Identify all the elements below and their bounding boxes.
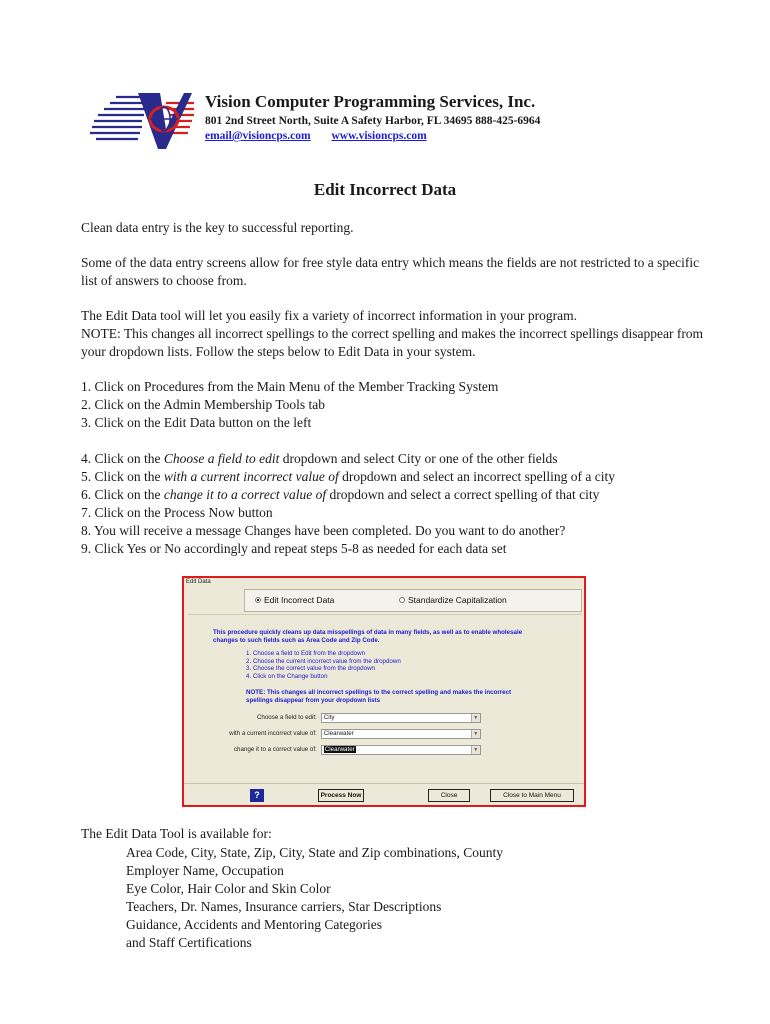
- vision-logo-icon: [88, 89, 196, 151]
- free-style-paragraph: Some of the data entry screens allow for free style data entry which means the fields are not restricted to a specific list of answers to choose from.: [81, 255, 700, 288]
- process-now-button[interactable]: Process Now: [318, 789, 364, 802]
- current-value-row: [208, 729, 584, 740]
- steps-list-edit: [81, 450, 721, 558]
- step-item: 2. Click on the Admin Membership Tools tab: [81, 397, 326, 412]
- list-item: Eye Color, Hair Color and Skin Color: [126, 881, 331, 896]
- close-button[interactable]: Close: [428, 789, 470, 802]
- list-item: Area Code, City, State, Zip, City, State and Zip combinations, County: [126, 845, 503, 860]
- correct-value-row: [208, 745, 584, 756]
- edit-incorrect-radio[interactable]: Edit Incorrect Data: [255, 595, 334, 605]
- radio-selected-icon: [255, 597, 261, 603]
- step-item: 9. Click Yes or No accordingly and repeat steps 5-8 as needed for each data set: [81, 541, 507, 556]
- edit-data-paragraph: [81, 307, 711, 361]
- radio-unselected-icon: [399, 597, 405, 603]
- step-item: 5. Click on the with a current incorrect value of dropdown and select an incorrect spelling of a city: [81, 469, 616, 484]
- correct-value-label: change it to a correct value of:: [233, 746, 317, 753]
- availability-intro: The Edit Data Tool is available for:: [81, 826, 272, 841]
- list-item: Employer Name, Occupation: [126, 863, 284, 878]
- current-value-label: with a current incorrect value of:: [229, 730, 317, 737]
- help-button[interactable]: ?: [250, 789, 264, 802]
- step-item: 3. Click on the Edit Data button on the left: [81, 415, 312, 430]
- step-item: 6. Click on the change it to a correct value of dropdown and select a correct spelling of that city: [81, 487, 600, 502]
- step-item: 8. You will receive a message Changes have been completed. Do you want to do another?: [81, 523, 566, 538]
- button-bar: [184, 783, 584, 805]
- website-link[interactable]: www.visioncps.com: [331, 130, 427, 142]
- edit-data-sentence: The Edit Data tool will let you easily fix a variety of incorrect information in your program.: [81, 308, 577, 323]
- step-item: 7. Click on the Process Now button: [81, 505, 273, 520]
- standardize-radio[interactable]: Standardize Capitalization: [399, 595, 507, 605]
- page-title: Edit Incorrect Data: [313, 180, 457, 199]
- note-sentence: NOTE: This changes all incorrect spellings to the correct spelling and makes the incorrect spellings disappear from your dropdown lists. Follow the steps below to Edit Data in your system.: [81, 326, 704, 359]
- list-item: and Staff Certifications: [126, 935, 252, 950]
- company-links: [205, 130, 427, 142]
- edit-data-screenshot: [182, 576, 586, 807]
- chevron-down-icon[interactable]: ▼: [471, 746, 480, 754]
- field-row: [208, 713, 584, 724]
- procedure-note: NOTE: This changes all incorrect spellings to the correct spelling and makes the incorrect spellings disappear from your dropdown lists: [246, 689, 512, 704]
- intro-paragraph: Clean data entry is the key to successful reporting.: [81, 220, 354, 235]
- correct-value-dropdown[interactable]: Clearwater ▼: [321, 745, 481, 755]
- list-item: Guidance, Accidents and Mentoring Categories: [126, 917, 383, 932]
- field-label: Choose a field to edit:: [256, 714, 317, 721]
- company-name: Vision Computer Programming Services, Inc.: [205, 92, 536, 111]
- window-title: Edit Data: [186, 579, 211, 585]
- close-to-main-menu-button[interactable]: Close to Main Menu: [490, 789, 574, 802]
- chevron-down-icon[interactable]: ▼: [471, 730, 480, 738]
- step-item: 4. Click on the Choose a field to edit dropdown and select City or one of the other fields: [81, 451, 558, 466]
- procedure-description: This procedure quickly cleans up data misspellings of data in many fields, as well as to enable wholesale changes to such fields such as Area Code and Zip Code.: [213, 629, 523, 644]
- availability-list: [126, 844, 503, 952]
- list-item: Teachers, Dr. Names, Insurance carriers, Star Descriptions: [126, 899, 442, 914]
- steps-list-navigation: [81, 378, 721, 432]
- email-link[interactable]: email@visioncps.com: [205, 130, 311, 142]
- mode-tab-strip: [244, 589, 582, 612]
- field-dropdown[interactable]: City ▼: [321, 713, 481, 723]
- company-address: 801 2nd Street North, Suite A Safety Harbor, FL 34695 888-425-6964: [205, 115, 541, 127]
- step-item: 1. Click on Procedures from the Main Menu of the Member Tracking System: [81, 379, 499, 394]
- current-value-dropdown[interactable]: Clearwater ▼: [321, 729, 481, 739]
- chevron-down-icon[interactable]: ▼: [471, 714, 480, 722]
- edit-data-panel: [188, 614, 582, 776]
- procedure-steps: 1. Choose a field to Edit from the dropdown 2. Choose the current incorrect value from the dropdown 3. Choose the correct value from the dropdown 4. Click on the Change button: [246, 650, 401, 680]
